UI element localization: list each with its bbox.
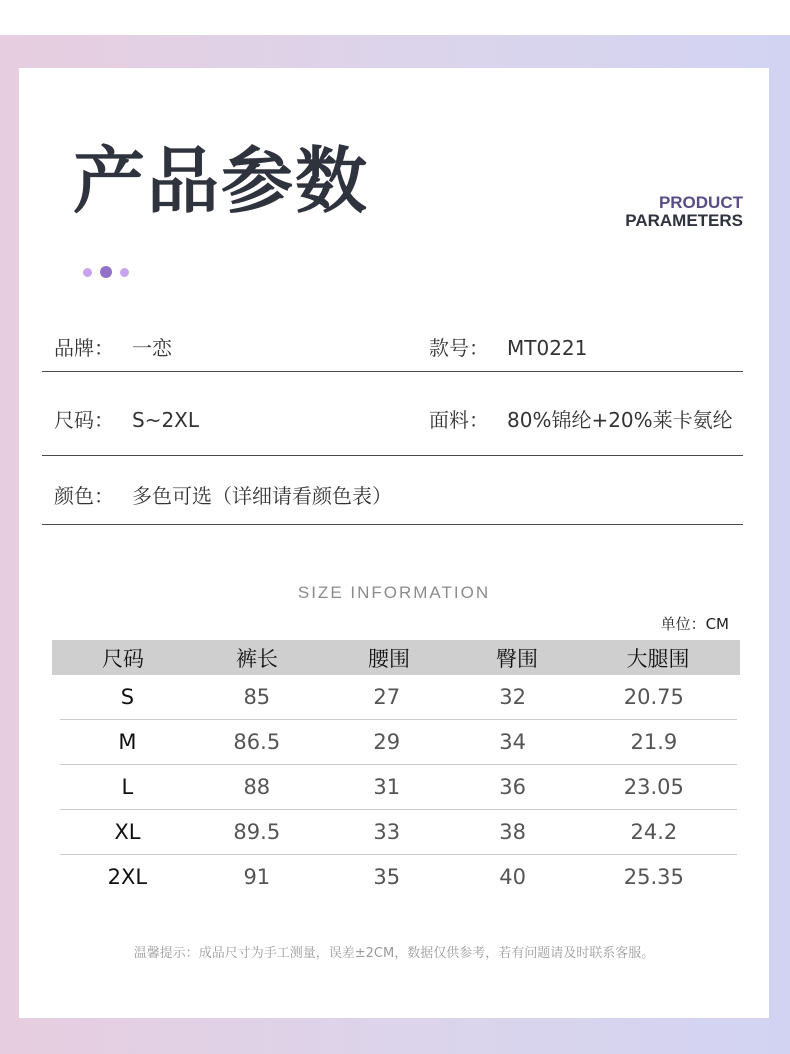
param-label: 面料： [429,408,489,432]
table-cell: 88 [243,775,271,799]
table-cell: 29 [373,730,401,754]
param-label: 尺码： [54,408,114,432]
param-label: 品牌： [54,336,114,360]
measurement-note: 温馨提示：成品尺寸为手工测量，误差±2CM，数据仅供参考，若有问题请及时联系客服。 [133,946,655,961]
table-header-cell: 尺码 [102,646,144,671]
dot-icon [100,266,112,278]
table-cell: 31 [373,775,401,799]
table-cell: 24.2 [630,820,678,844]
param-brand [54,332,172,361]
table-cell: XL [114,820,141,844]
param-label: 款号： [429,336,489,360]
table-cell: 33 [373,820,401,844]
param-row-color [42,456,743,525]
param-label: 颜色： [54,484,114,508]
table-header-cell: 裤长 [236,646,278,671]
unit-label: 单位：CM [660,615,729,633]
table-cell: 38 [499,820,527,844]
param-value: 80%锦纶+20%莱卡氨纶 [507,408,733,432]
param-value: MT0221 [507,336,588,360]
table-cell: 35 [373,865,401,889]
size-table [52,640,740,899]
table-cell: 21.9 [630,730,678,754]
table-row [60,855,737,899]
param-value: S~2XL [132,408,200,432]
param-value: 一恋 [132,336,172,360]
table-cell: 36 [499,775,527,799]
param-row-size-fabric [42,372,743,456]
table-cell: M [118,730,137,754]
table-row [60,765,737,810]
table-header-row [52,640,740,675]
english-title [625,194,743,230]
param-value: 多色可选（详细请看颜色表） [132,484,392,508]
param-size [54,404,199,433]
parameters-card [19,68,769,1018]
table-cell: 23.05 [623,775,684,799]
table-cell: 85 [243,685,271,709]
table-row [60,720,737,765]
table-cell: S [120,685,135,709]
table-header-cell: 大腿围 [626,646,690,671]
table-cell: L [121,775,134,799]
table-header-cell: 臀围 [496,646,538,671]
param-row-brand-model [42,318,743,372]
table-cell: 91 [243,865,271,889]
table-cell: 27 [373,685,401,709]
table-cell: 86.5 [233,730,281,754]
table-cell: 20.75 [623,685,684,709]
table-cell: 25.35 [623,865,684,889]
table-row [60,675,737,720]
page-title: 产品参数 [73,139,370,223]
table-header-cell: 腰围 [368,646,410,671]
size-information-heading: SIZE INFORMATION [297,583,491,602]
param-fabric [429,404,733,433]
dot-icon [83,268,92,277]
english-title-line1: PRODUCT [658,193,743,212]
table-cell: 89.5 [233,820,281,844]
param-model [429,332,587,361]
table-cell: 32 [499,685,527,709]
english-title-line2: PARAMETERS [625,211,743,230]
dot-icon [120,268,129,277]
decorative-dots [83,266,129,278]
table-cell: 34 [499,730,527,754]
table-cell: 2XL [107,865,148,889]
param-color [54,480,392,509]
table-row [60,810,737,855]
table-cell: 40 [499,865,527,889]
